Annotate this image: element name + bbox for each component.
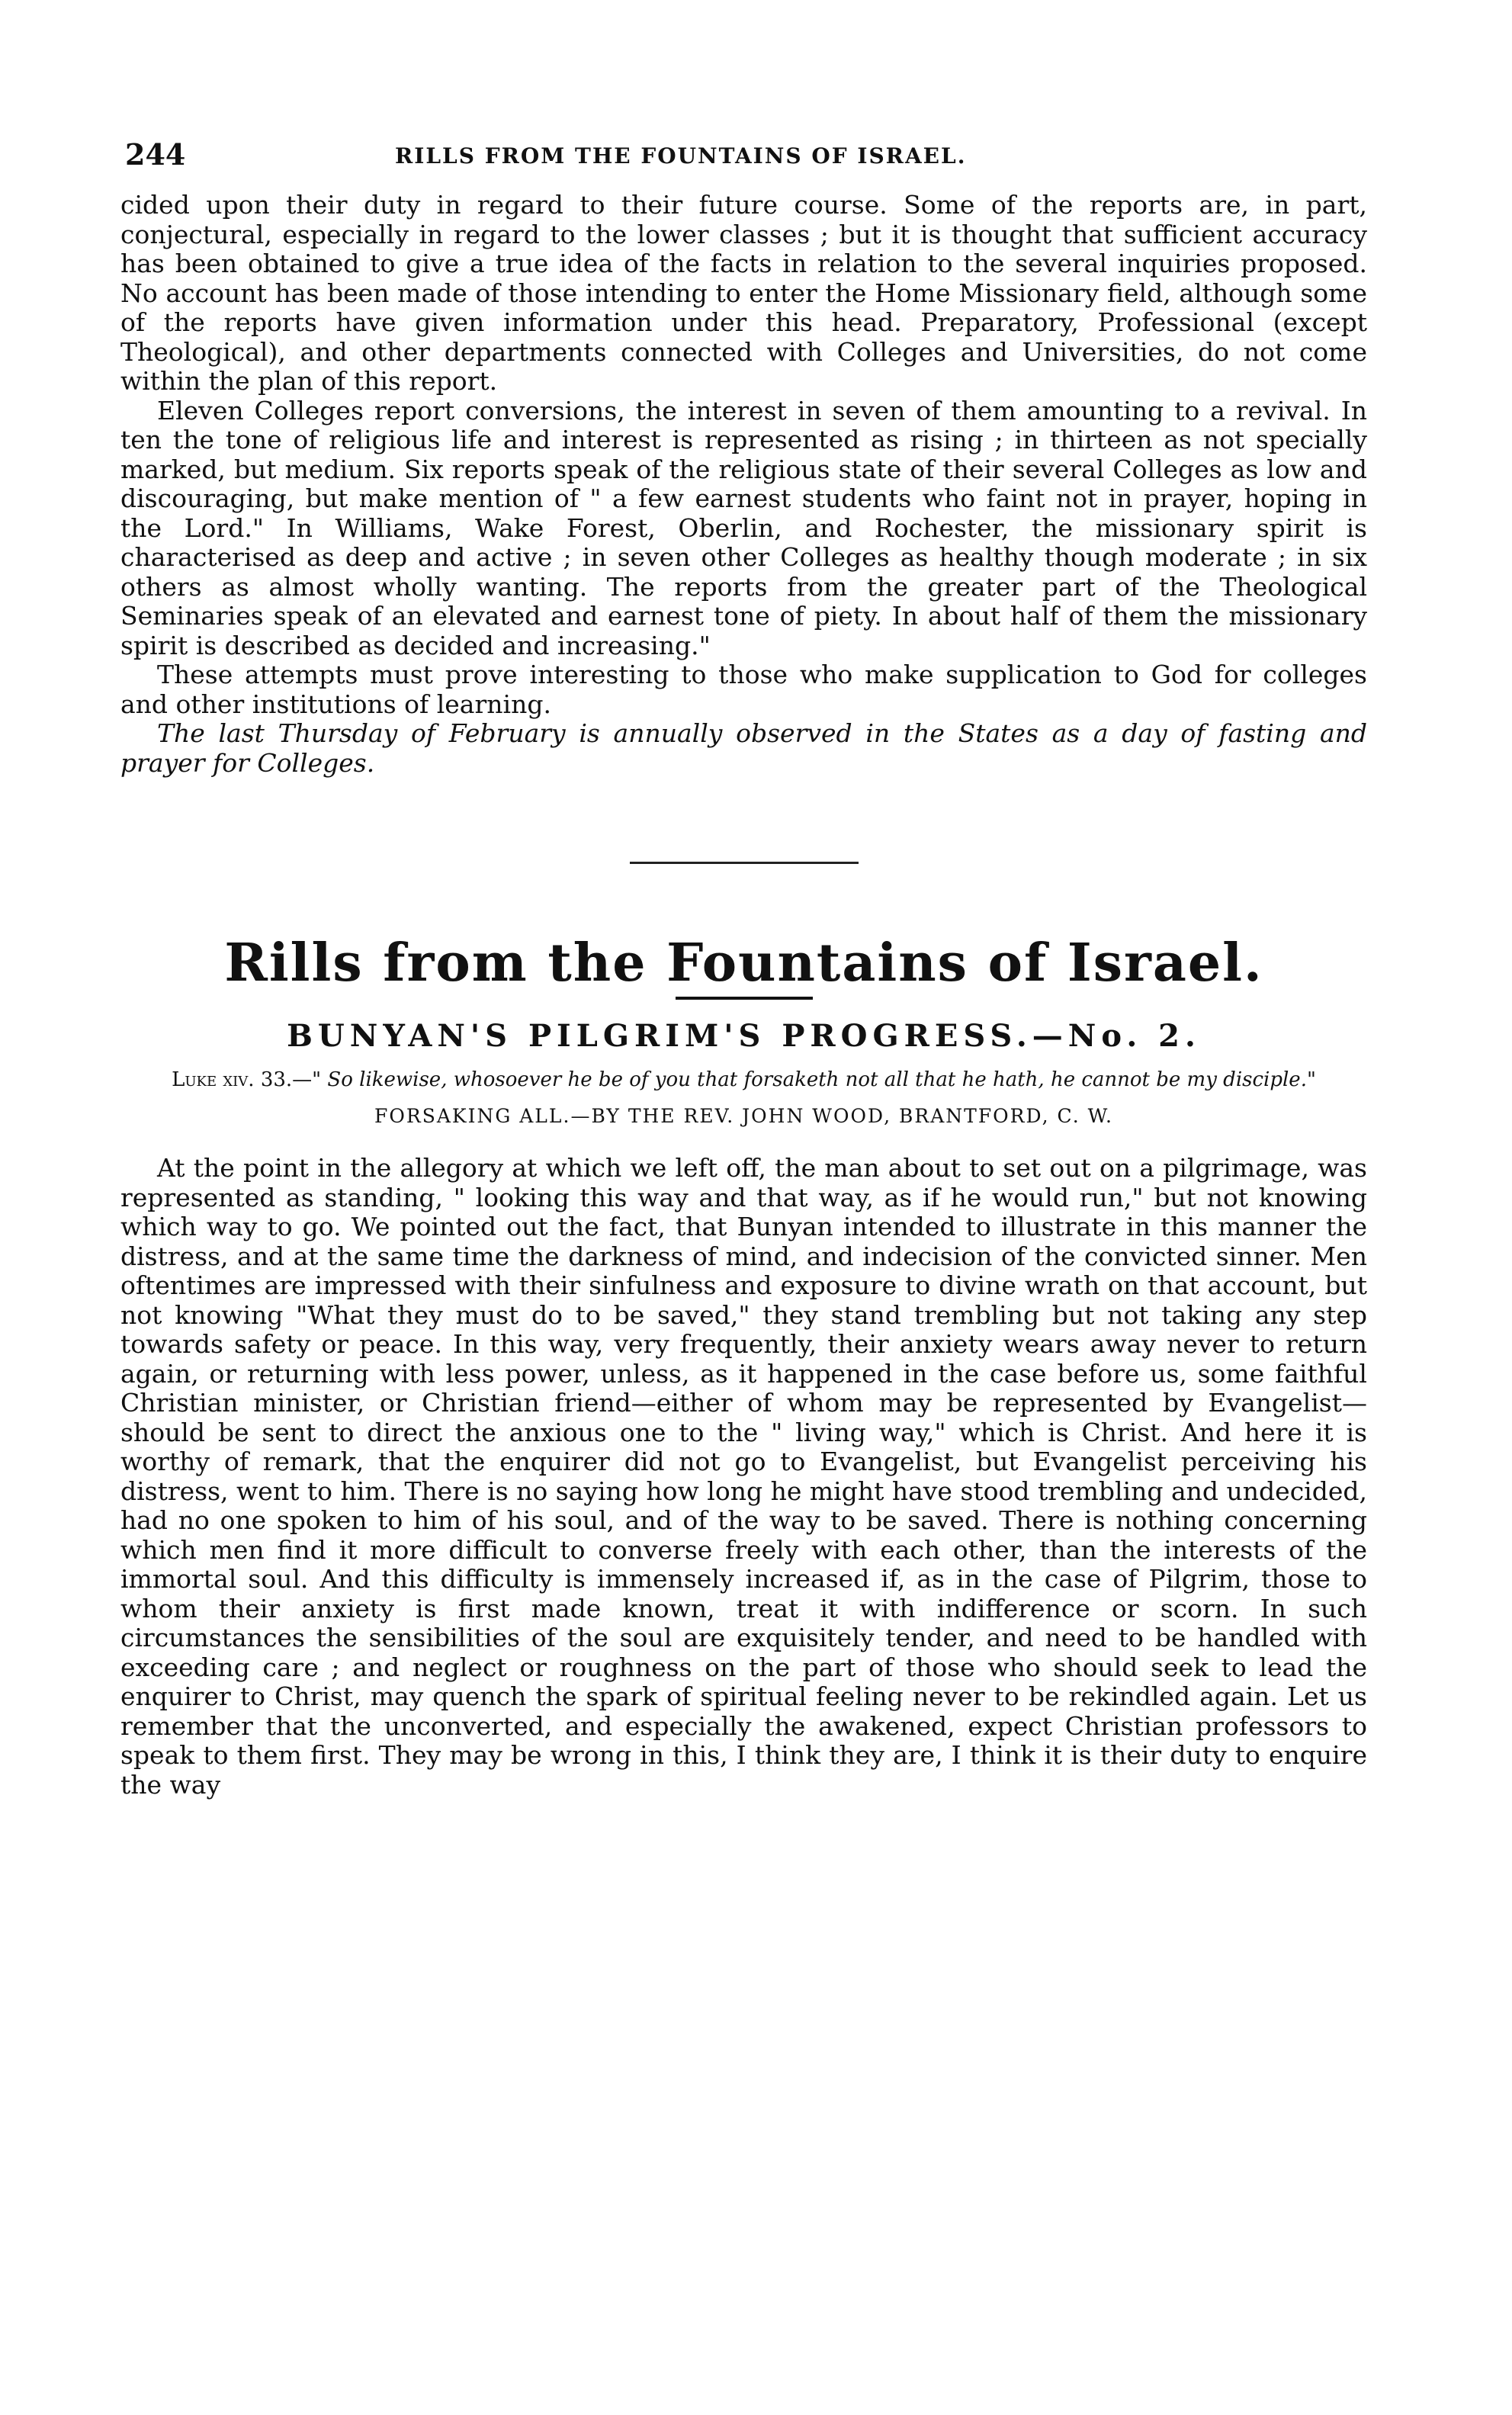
closing-note: The last Thursday of February is annually observed in the States as a day of fasting and prayer for Colleges. [120, 718, 1367, 778]
scripture-reference: Luke xiv. 33.— [172, 1068, 313, 1091]
paragraph: These attempts must prove interesting to those who make supplication to God for colleges and other institutions of learning. [120, 660, 1367, 719]
section-title: Rills from the Fountains of Israel. [224, 933, 1263, 994]
scripture-quote: " So likewise, whosoever he be of you that forsaketh not all that he hath, he cannot be my disciple." [312, 1068, 1316, 1091]
running-head: RILLS FROM THE FOUNTAINS OF ISRAEL. [395, 143, 967, 169]
title-rule [676, 997, 813, 1000]
scripture-epigraph [120, 1067, 1367, 1093]
page-header [120, 137, 1367, 191]
paragraph: Eleven Colleges report conversions, the interest in seven of them amounting to a revival. In ten the tone of religious life and interest is represented as rising ; in thirteen as not specially marked, but medium. Six reports speak of the religious state of their several Colleges as low and discouraging, but make mention of " a few earnest students who faint not in prayer, hoping in the Lord." In Williams, Wake Forest, Oberlin, and Rochester, the missionary spirit is characterised as deep and active ; in seven other Colleges as healthy though moderate ; in six others as almost wholly wanting. The reports from the greater part of the Theological Seminaries speak of an elevated and earnest tone of piety. In about half of them the missionary spirit is described as decided and increasing." [120, 395, 1367, 660]
page-number: 244 [125, 137, 186, 172]
article-title: BUNYAN'S PILGRIM'S PROGRESS.—No. 2. [287, 1018, 1201, 1054]
byline: FORSAKING ALL.—BY THE REV. JOHN WOOD, BRANTFORD, C. W. [374, 1105, 1113, 1127]
section-divider [630, 862, 859, 864]
paragraph: cided upon their duty in regard to their future course. Some of the reports are, in part, conjectural, especially in regard to the lower classes ; but it is thought that sufficient accuracy has been obtained to give a true idea of the facts in relation to the several inquiries proposed. No account has been made of those intending to enter the Home Missionary field, although some of the reports have given information under this head. Preparatory, Professional (except Theological), and other departments connected with Colleges and Universities, do not come within the plan of this report. [120, 190, 1367, 396]
paragraph: At the point in the allegory at which we left off, the man about to set out on a pilgrimage, was represented as standing, " looking this way and that way, as if he would run," but not knowing which way to go. We pointed out the fact, that Bunyan intended to illustrate in this manner the distress, and at the same time the darkness of mind, and indecision of the convicted sinner. Men oftentimes are impressed with their sinfulness and exposure to divine wrath on that account, but not knowing "What they must do to be saved," they stand trembling but not taking any step towards safety or peace. In this way, very frequently, their anxiety wears away never to return again, or returning with less power, unless, as it happened in the case before us, some faithful Christian minister, or Christian friend—either of whom may be represented by Evangelist—should be sent to direct the anxious one to the " living way," which is Christ. And here it is worthy of remark, that the enquirer did not go to Evangelist, but Evangelist perceiving his distress, went to him. There is no saying how long he might have stood trembling and undecided, had no one spoken to him of his soul, and of the way to be saved. There is nothing concerning which men find it more difficult to converse freely with each other, than the interests of the immortal soul. And this difficulty is immensely increased if, as in the case of Pilgrim, those to whom their anxiety is first made known, treat it with indifference or scorn. In such circumstances the sensibilities of the soul are exquisitely tender, and need to be handled with exceeding care ; and neglect or roughness on the part of those who should seek to lead the enquirer to Christ, may quench the spark of spiritual feeling never to be rekindled again. Let us remember that the unconverted, and especially the awakened, expect Christian professors to speak to them first. They may be wrong in this, I think they are, I think it is their duty to enquire the way [120, 1153, 1367, 1800]
article-body [120, 1154, 1367, 1800]
